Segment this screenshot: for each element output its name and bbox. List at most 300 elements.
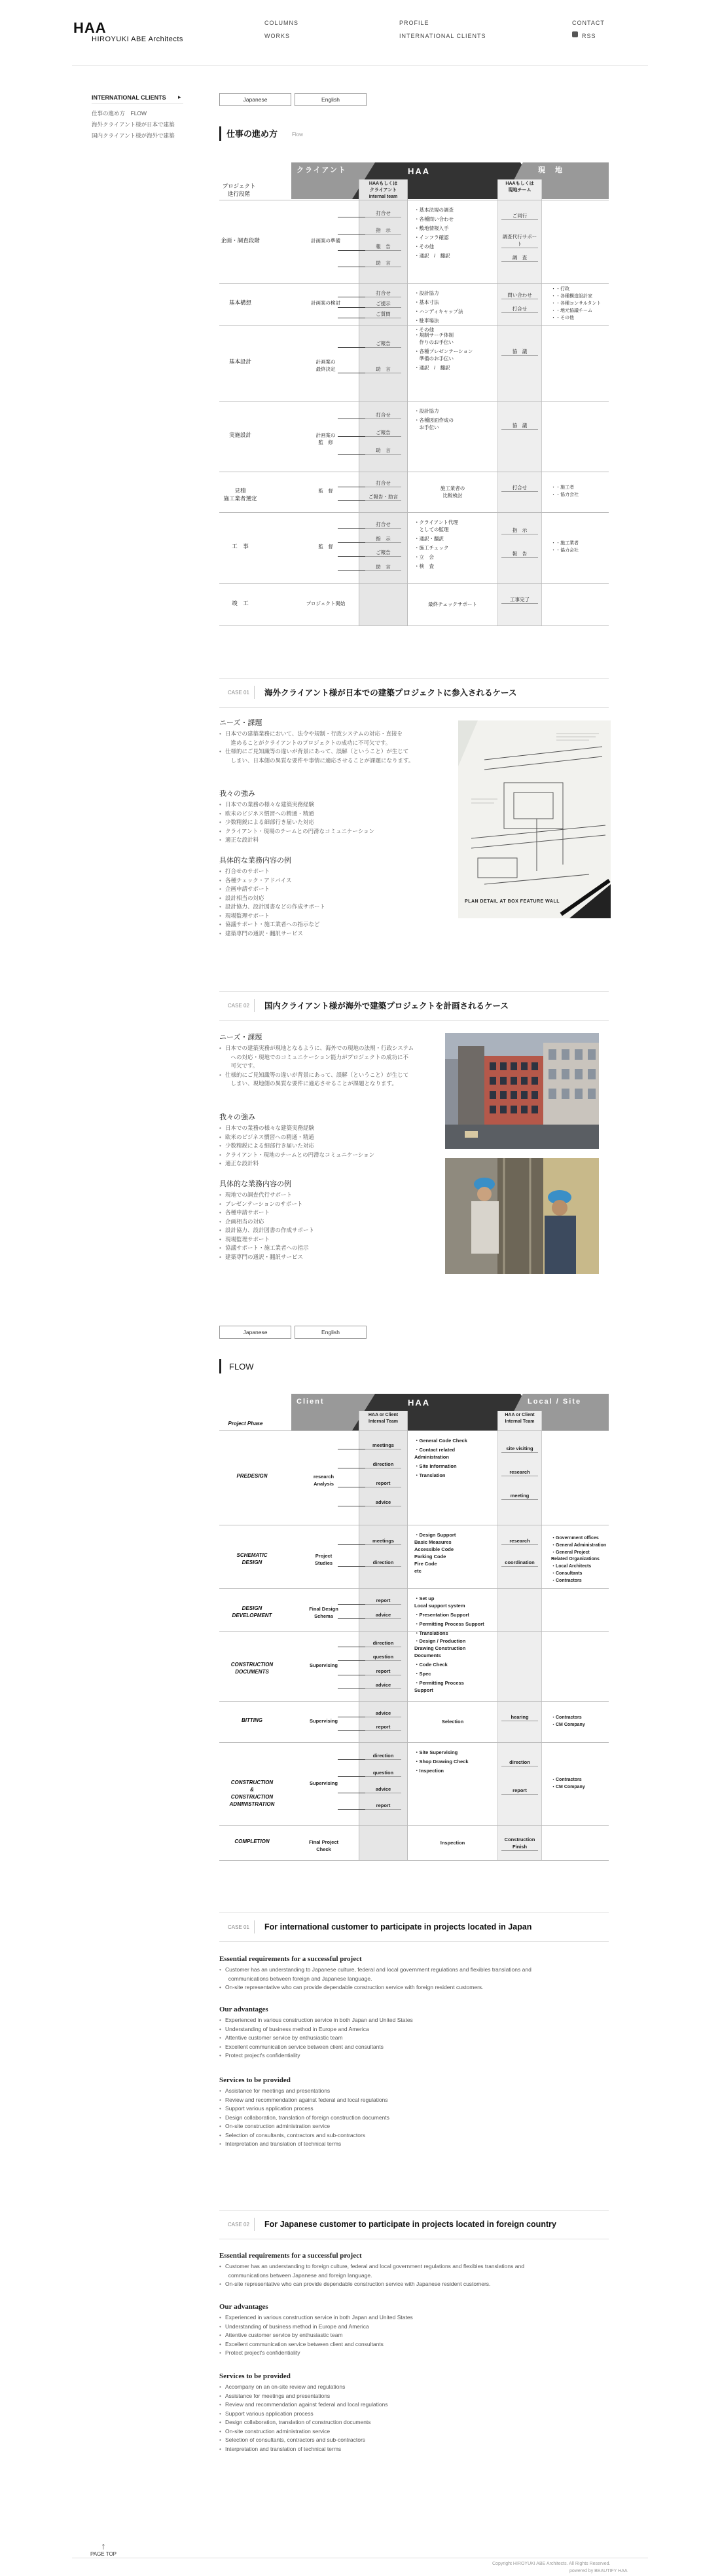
haa-service: ・Set up Local support system	[414, 1596, 465, 1609]
local-label: Local / Site	[528, 1398, 582, 1406]
list-item: • 少数精鋭による細部行き届いた対応	[219, 818, 435, 827]
local-action: report	[501, 1787, 538, 1795]
case3-svc-heading: Services to be provided	[219, 2076, 291, 2084]
case4-req-list	[219, 2262, 605, 2289]
local-action: 協 議	[501, 348, 538, 356]
lang-english-button[interactable]: English	[295, 1326, 367, 1339]
stakeholder-note: ・CM Company	[551, 1722, 585, 1727]
list-item: • 少数精鋭による細部行き届いた対応	[219, 1142, 442, 1151]
building-photo	[445, 1033, 599, 1149]
haa-service: ・インフラ確認	[414, 234, 449, 240]
haa-action: direction	[365, 1559, 401, 1567]
nav-profile[interactable]: PROFILE	[399, 20, 429, 26]
haa-service: ・駐車場法	[414, 318, 439, 324]
client-task: 計画案の検討	[311, 300, 340, 306]
worker-photo-art	[445, 1158, 599, 1274]
list-item: • Understanding of business method in Europe and America	[219, 2323, 605, 2332]
list-item: • Understanding of business method in Europe and America	[219, 2025, 605, 2034]
case-divider	[219, 1941, 609, 1942]
haa-service: ・基本法規の調査	[414, 207, 454, 213]
phase-header: Project Phase	[228, 1421, 263, 1427]
list-item: • On-site representative who can provide dependable construction service with Japanese resident customers.	[219, 2280, 605, 2289]
list-item: • Accompany on an on-site review and regulations	[219, 2383, 605, 2392]
case4-adv-heading: Our advantages	[219, 2303, 268, 2311]
copyright: Copyright HIROYUKI ABE Architects. All Rights Reserved.	[492, 2562, 611, 2566]
list-item: • プレゼンテーションのサポート	[219, 1200, 442, 1209]
list-item: • 各種申請サポート	[219, 1208, 442, 1218]
haa-action: 助 言	[365, 259, 401, 267]
list-item: • Experienced in various construction service in both Japan and United States	[219, 2016, 605, 2025]
stakeholder-note: ・・その他	[551, 315, 574, 320]
lang-japanese-button[interactable]: Japanese	[219, 1326, 291, 1339]
client-task: 監 督	[318, 488, 333, 494]
haa-service: ・敷地情報入手	[414, 225, 449, 231]
arrow-left-icon	[338, 1730, 365, 1731]
stakeholder-note: ・Local Architects	[551, 1563, 592, 1569]
haa-action: 打合せ	[365, 210, 401, 217]
case4-title: For Japanese customer to participate in projects located in foreign country	[264, 2220, 556, 2229]
haa-service: ・検 査	[414, 563, 434, 569]
list-item: • 企画申請サポート	[219, 885, 435, 894]
haa-service: ・設計協力	[414, 408, 439, 414]
haa-service: ・General Code Check	[414, 1438, 467, 1444]
list-item: • 適正な設計料	[219, 836, 435, 845]
haa-service: ・Inspection	[414, 1768, 444, 1774]
stakeholder-note: ・General Project Related Organizations	[551, 1550, 600, 1561]
flow-row-divider	[219, 1588, 609, 1589]
list-item: • 日本での業務の様々な建築実務経験	[219, 1124, 442, 1133]
flow-row-divider	[219, 625, 609, 626]
haa-column-header: HAA or Client Internal Team	[368, 1413, 399, 1424]
flow-row-divider	[219, 1701, 609, 1702]
client-task: Project Studies	[314, 1552, 333, 1566]
phase-label: 実施設計	[228, 432, 251, 438]
haa-service: ・各種問い合わせ	[414, 216, 454, 222]
list-item: • On-site construction administration service	[219, 2427, 605, 2436]
list-item: • 日本での建築実務が現地となるように、海外での現地の法規・行政システム への対応・現地でのコミュニケーション能力がプロジェクトの成功に不 可欠です。	[219, 1044, 442, 1071]
sidebar-title[interactable]: INTERNATIONAL CLIENTS	[92, 94, 166, 101]
nav-works[interactable]: WORKS	[264, 33, 291, 39]
phase-label: DESIGN DEVELOPMENT	[232, 1605, 272, 1618]
local-action: 打合せ	[501, 305, 538, 313]
stakeholder-note: ・Consultants	[551, 1571, 583, 1576]
client-task: Supervising	[310, 1662, 338, 1668]
local-action: site visiting	[501, 1445, 538, 1453]
local-action: direction	[501, 1759, 538, 1766]
case3-req-list	[219, 1966, 605, 1992]
case-divider	[219, 707, 609, 708]
list-item: • Attentive customer service by enthusiastic team	[219, 2331, 605, 2340]
list-item: • 協議サポート・施工業者への指示	[219, 1244, 442, 1253]
haa-action: report	[365, 1597, 401, 1605]
haa-service: ・基本寸法	[414, 299, 439, 305]
case3-req-heading: Essential requirements for a successful project	[219, 1955, 362, 1963]
case-divider	[219, 1020, 609, 1021]
case3-svc-list	[219, 2087, 605, 2149]
arrow-left-icon	[338, 500, 365, 501]
case1-tag: CASE 01	[228, 690, 249, 696]
list-item: • 日本での建築業務において、法令や規制・行政システムの対応・直接を 進めることがクライアントのプロジェクトの成功に不可欠です。	[219, 730, 435, 747]
flow-row-divider	[219, 1430, 609, 1431]
list-item: • Selection of consultants, contractors and sub-contractors	[219, 2436, 605, 2445]
flow-row-divider	[219, 1742, 609, 1743]
haa-label: HAA	[408, 166, 431, 176]
haa-service: ・Site Information	[414, 1463, 457, 1469]
case1-needs-heading: ニーズ・課題	[219, 719, 262, 727]
list-item: • Excellent communication service between client and consultants	[219, 2340, 605, 2349]
list-item: • Customer has an understanding to Japanese culture, federal and local government regulations and flexibles translations and communications between foreign and Japanese language.	[219, 1966, 605, 1983]
arrow-left-icon	[338, 1776, 365, 1777]
arrow-up-icon[interactable]: ↑	[101, 2541, 106, 2551]
list-item: • On-site construction administration service	[219, 2122, 605, 2131]
phase-label: CONSTRUCTION & CONSTRUCTION ADMINISTRATION	[229, 1779, 275, 1807]
stakeholder-note: ・・協力会社	[551, 548, 579, 553]
list-item: • Customer has an understanding to foreign culture, federal and local government regulations and flexibles translations and communications between Japanese and foreign language.	[219, 2262, 605, 2280]
local-action: 問い合わせ	[501, 291, 538, 299]
flow-row-divider	[219, 1860, 609, 1861]
phase-label: 見積 施工業者選定	[223, 487, 257, 502]
list-item: • Interpretation and translation of technical terms	[219, 2445, 605, 2454]
local-action: ご同行	[501, 212, 538, 220]
client-task: 計画案の 最終決定	[315, 359, 336, 372]
haa-action: 指 示	[365, 535, 401, 543]
arrow-left-icon	[338, 436, 365, 437]
flow-row-divider	[219, 283, 609, 284]
arrow-left-icon	[338, 528, 365, 529]
list-item: • Review and recommendation against federal and local regulations	[219, 2096, 605, 2105]
haa-service: ・Permitting Process Support	[414, 1680, 464, 1693]
haa-service: ・Translation	[414, 1472, 446, 1478]
haa-service: ・通訳・翻訳	[414, 536, 444, 542]
drawing-photo	[458, 720, 611, 918]
case1-svc-heading: 具体的な業務内容の例	[219, 857, 291, 865]
local-action: 協 議	[501, 422, 538, 430]
list-item: • Protect project's confidentiality	[219, 2051, 605, 2061]
client-task: Supervising	[310, 1780, 338, 1786]
haa-action: report	[365, 1668, 401, 1675]
nav-columns[interactable]: COLUMNS	[264, 20, 299, 26]
case4-svc-heading: Services to be provided	[219, 2372, 291, 2380]
haa-service: ・各種図面作成の お手伝い	[414, 417, 454, 430]
haa-service: ・その他	[414, 244, 434, 250]
sidebar-item-flow[interactable]: 仕事の進め方 FLOW	[92, 110, 147, 117]
client-task: 監 督	[318, 544, 333, 550]
haa-action: ご報告	[365, 549, 401, 557]
list-item: • Interpretation and translation of technical terms	[219, 2140, 605, 2149]
list-item: • On-site representative who can provide dependable construction service with foreign resident customers.	[219, 1983, 605, 1992]
haa-service: ・Presentation Support	[414, 1612, 469, 1618]
list-item: • Assistance for meetings and presentations	[219, 2087, 605, 2096]
haa-service: Inspection	[440, 1840, 465, 1846]
client-task: 計画案の準備	[311, 237, 340, 244]
haa-service: ・Contact related Administration	[414, 1447, 456, 1460]
haa-action: advice	[365, 1785, 401, 1793]
lang-japanese-button[interactable]: Japanese	[219, 93, 291, 106]
page-top-label[interactable]: PAGE TOP	[90, 2551, 117, 2557]
list-item: • 各種チェック・アドバイス	[219, 876, 435, 886]
client-task: プロジェクト開始	[306, 600, 346, 607]
list-item: • 建築専門の通訳・翻訳サービス	[219, 1253, 442, 1262]
haa-action: ご質問	[365, 310, 401, 318]
haa-action: report	[365, 1480, 401, 1487]
phase-label: BITTING	[242, 1717, 262, 1723]
case-divider	[219, 678, 609, 679]
haa-action: meetings	[365, 1442, 401, 1449]
case3-title: For international customer to participate in projects located in Japan	[264, 1922, 532, 1932]
list-item: • 仕様的にご見知識等の違いが背景にあって、誤解（ということ）が生じて しまい、現地側の異質な要件に適応させることが課題となります。	[219, 1071, 442, 1089]
list-item: • 現場監理サポート	[219, 912, 435, 921]
stakeholder-note: ・Contractors	[551, 1777, 582, 1782]
haa-action: 助 言	[365, 563, 401, 571]
list-item: • クライアント・現地のチームとの円滑なコミュニケーション	[219, 1151, 442, 1160]
case2-strong-list	[219, 1124, 442, 1168]
haa-service: ・立 会	[414, 554, 434, 560]
list-item: • 打合せのサポート	[219, 867, 435, 876]
haa-action: ご報告	[365, 429, 401, 437]
arrow-left-icon	[338, 1544, 365, 1545]
list-item: • 企画相当の対応	[219, 1218, 442, 1227]
case1-svc-list	[219, 867, 435, 938]
haa-service: ・Translations	[414, 1630, 448, 1636]
local-action: 打合せ	[501, 484, 538, 492]
list-item: • クライアント・現場のチームとの円滑なコミュニケーション	[219, 827, 435, 836]
powered-by: powered by BEAUTIFY HAA	[569, 2569, 628, 2573]
case2-needs-list	[219, 1044, 442, 1089]
case2-svc-heading: 具体的な業務内容の例	[219, 1180, 291, 1188]
arrow-left-icon	[338, 307, 365, 308]
local-action: Construction Finish	[501, 1836, 538, 1851]
list-item: • 現場監理サポート	[219, 1235, 442, 1244]
case2-needs-heading: ニーズ・課題	[219, 1034, 262, 1041]
flow-jp-title: 仕事の進め方	[226, 129, 278, 139]
list-item: • Selection of consultants, contractors and sub-contractors	[219, 2131, 605, 2140]
section-bar	[219, 1359, 221, 1373]
case1-title: 海外クライアント様が日本での建築プロジェクトに参入されるケース	[264, 688, 517, 698]
haa-service: ・設計協力	[414, 290, 439, 296]
haa-action: ご報告・助言	[365, 493, 401, 501]
client-label: Client	[297, 1398, 325, 1406]
haa-service: 最終チェックサポート	[428, 601, 477, 607]
haa-action: direction	[365, 1461, 401, 1468]
local-action: coordination	[501, 1559, 538, 1567]
case-divider-v	[254, 686, 255, 699]
stakeholder-note: ・・施工業者	[551, 541, 579, 546]
case-divider	[219, 991, 609, 992]
haa-service: ・クライアント代理 としての監理	[414, 519, 458, 532]
haa-action: report	[365, 1723, 401, 1731]
haa-action: direction	[365, 1639, 401, 1647]
phase-label: 竣 工	[232, 599, 249, 607]
phase-label: 工 事	[232, 543, 249, 550]
case1-needs-list	[219, 730, 435, 765]
haa-action: question	[365, 1769, 401, 1777]
case3-adv-heading: Our advantages	[219, 2006, 268, 2013]
haa-action: advice	[365, 1709, 401, 1717]
case4-svc-list	[219, 2383, 605, 2454]
phase-label: CONSTRUCTION DOCUMENTS	[230, 1661, 274, 1675]
phase-header: プロジェクト 進行段階	[222, 183, 256, 197]
flow-row-divider	[219, 1631, 609, 1632]
haa-action: 打合せ	[365, 521, 401, 529]
case-divider-v	[254, 1920, 255, 1933]
list-item: • 仕様的にご見知識等の違いが背景にあって、誤解（ということ）が生じて しまい、日本側の異質な要件や事情に適応させることが課題になります。	[219, 747, 435, 765]
haa-service: ・規制サーチ体制 作りのお手伝い	[414, 332, 454, 345]
case-divider-v	[254, 999, 255, 1012]
list-item: • 日本での業務の様々な建築実務経験	[219, 800, 435, 810]
haa-service: ・その他	[414, 327, 434, 333]
nav-rss[interactable]: RSS	[582, 33, 596, 39]
list-item: • 欧米のビジネス慣習への精通・精通	[219, 810, 435, 819]
arrow-left-icon	[338, 1618, 365, 1619]
local-action: 調 査	[501, 254, 538, 262]
list-item: • Design collaboration, translation of foreign construction documents	[219, 2114, 605, 2123]
client-task: Final Project Check	[308, 1839, 338, 1852]
list-item: • Support various application process	[219, 2104, 605, 2114]
arrow-left-icon	[338, 542, 365, 543]
case3-tag: CASE 01	[228, 1924, 249, 1930]
stakeholder-note: ・・各種構造設計家	[551, 293, 592, 299]
case2-tag: CASE 02	[228, 1003, 249, 1009]
client-task: Supervising	[310, 1717, 338, 1724]
local-action: 報 告	[501, 550, 538, 558]
stakeholder-note: ・CM Company	[551, 1784, 585, 1789]
list-item: • 適正な設計料	[219, 1159, 442, 1168]
case-divider	[219, 2210, 609, 2211]
arrow-left-icon	[338, 1660, 365, 1661]
local-action: research	[501, 1468, 538, 1476]
stakeholder-note: ・・協力会社	[551, 493, 579, 497]
flow-row-divider	[219, 325, 609, 326]
nav-international[interactable]: INTERNATIONAL CLIENTS	[399, 33, 486, 39]
case2-svc-list	[219, 1191, 442, 1261]
haa-service: ・Permitting Process Support	[414, 1621, 484, 1627]
haa-service: ・各種プレゼンテーション 準備のお手伝い	[414, 348, 473, 362]
lang-english-button[interactable]: English	[295, 93, 367, 106]
arrow-left-icon	[338, 1809, 365, 1810]
haa-action: ご提示	[365, 300, 401, 308]
logo[interactable]: HAA	[73, 20, 107, 36]
stakeholder-note: ・Contractors	[551, 1715, 582, 1720]
phase-label: 基本設計	[228, 358, 251, 365]
haa-action: ご報告	[365, 340, 401, 348]
haa-action: direction	[365, 1752, 401, 1760]
haa-action: 助 言	[365, 447, 401, 455]
list-item: • Assistance for meetings and presentations	[219, 2392, 605, 2401]
list-item: • 設計相当の対応	[219, 894, 435, 903]
list-item: • 建築専門の通訳・翻訳サービス	[219, 929, 435, 939]
stakeholder-note: ・・各種コンサルタント	[551, 301, 602, 306]
haa-service: ・Site Supervising	[414, 1749, 458, 1755]
sidebar-item-case1[interactable]: 海外クライアント様が日本で建築	[92, 121, 175, 128]
case2-title: 国内クライアント様が海外で建築プロジェクトを計画されるケース	[264, 1001, 509, 1011]
arrow-left-icon	[338, 556, 365, 557]
list-item: • Protect project's confidentiality	[219, 2349, 605, 2358]
client-task: 計画案の 監 修	[315, 432, 336, 445]
case2-strong-heading: 我々の強み	[219, 1113, 255, 1121]
case1-strong-heading: 我々の強み	[219, 790, 255, 798]
page-top-link[interactable]	[90, 2541, 117, 2558]
haa-service: ・Spec	[414, 1671, 431, 1677]
list-item: • Excellent communication service between client and consultants	[219, 2043, 605, 2052]
logo-subtitle[interactable]: HIROYUKI ABE Architects	[92, 35, 183, 43]
haa-column-header: HAAもしくは クライアント internal team	[369, 181, 398, 199]
client-task: research Analysis	[313, 1474, 334, 1487]
arrow-left-icon	[338, 454, 365, 455]
haa-service: ・Code Check	[414, 1662, 448, 1668]
section-bar	[219, 126, 221, 141]
list-item: • Attentive customer service by enthusiastic team	[219, 2034, 605, 2043]
local-action: 調査代行サポート	[502, 233, 537, 247]
haa-service: ・通訳 / 翻訳	[414, 253, 450, 259]
flow-jp-subtitle: Flow	[292, 132, 303, 138]
header-divider	[72, 65, 648, 66]
stakeholder-note: ・・地元協議チーム	[551, 308, 592, 313]
haa-action: advice	[365, 1499, 401, 1506]
flow-row-divider	[219, 583, 609, 584]
local-action: 工事完了	[501, 596, 538, 604]
phase-label: 企画・調査段階	[221, 236, 260, 244]
case1-strong-list	[219, 800, 435, 845]
list-item: • 協議サポート・施工業者への指示など	[219, 920, 435, 929]
haa-service: ・Design Support Basic Measures Accessible Code Parking Code Fire Code etc	[414, 1532, 456, 1574]
building-photo-art	[445, 1033, 599, 1149]
list-item: • Experienced in various construction service in both Japan and United States	[219, 2313, 605, 2323]
chevron-right-icon: ▸	[178, 94, 181, 100]
phase-label: 基本構想	[228, 299, 251, 306]
arrow-left-icon	[338, 250, 365, 251]
flow-en-title: FLOW	[229, 1362, 254, 1372]
arrow-left-icon	[338, 347, 365, 348]
drawing-caption: PLAN DETAIL AT BOX FEATURE WALL	[465, 899, 560, 904]
haa-action: 打合せ	[365, 479, 401, 487]
stakeholder-note: ・Contractors	[551, 1578, 582, 1583]
haa-service: Selection	[441, 1719, 464, 1725]
list-item: • 設計協力、設計図書の作成サポート	[219, 1226, 442, 1235]
haa-action: advice	[365, 1681, 401, 1689]
haa-service: ・ハンディキャップ法	[414, 308, 463, 314]
stakeholder-note: ・Government offices	[551, 1535, 599, 1540]
haa-action: meetings	[365, 1537, 401, 1545]
list-item: • 現地での調査代行サポート	[219, 1191, 442, 1200]
haa-action: 指 示	[365, 227, 401, 234]
arrow-left-icon	[338, 1759, 365, 1760]
haa-action: report	[365, 1802, 401, 1810]
case3-adv-list	[219, 2016, 605, 2061]
list-item: • 欧米のビジネス慣習への精通・精通	[219, 1133, 442, 1142]
case4-adv-list	[219, 2313, 605, 2358]
list-item: • Review and recommendation against federal and local regulations	[219, 2400, 605, 2410]
arrow-left-icon	[338, 570, 365, 571]
haa-label: HAA	[408, 1398, 431, 1408]
haa-action: 報 告	[365, 243, 401, 251]
client-task: Final Design Schema	[309, 1605, 338, 1619]
sidebar-item-case2[interactable]: 国内クライアント様が海外で建築	[92, 132, 175, 139]
drawing-photo-art	[458, 720, 611, 918]
list-item: • Design collaboration, translation of construction documents	[219, 2418, 605, 2427]
rss-icon[interactable]	[572, 31, 578, 37]
nav-contact[interactable]: CONTACT	[572, 20, 605, 26]
local-column-header: HAA or Client Internal Team	[505, 1413, 535, 1424]
phase-label: COMPLETION	[234, 1838, 270, 1844]
case4-req-heading: Essential requirements for a successful project	[219, 2252, 362, 2260]
stakeholder-note: ・General Administration	[551, 1542, 607, 1548]
haa-service: ・通訳 / 翻訳	[414, 365, 450, 371]
haa-service: 施工業者の 比較検討	[440, 485, 465, 498]
case-divider-v	[254, 2218, 255, 2231]
arrow-left-icon	[338, 1604, 365, 1605]
local-action: hearing	[501, 1713, 538, 1721]
haa-action: 助 言	[365, 365, 401, 373]
